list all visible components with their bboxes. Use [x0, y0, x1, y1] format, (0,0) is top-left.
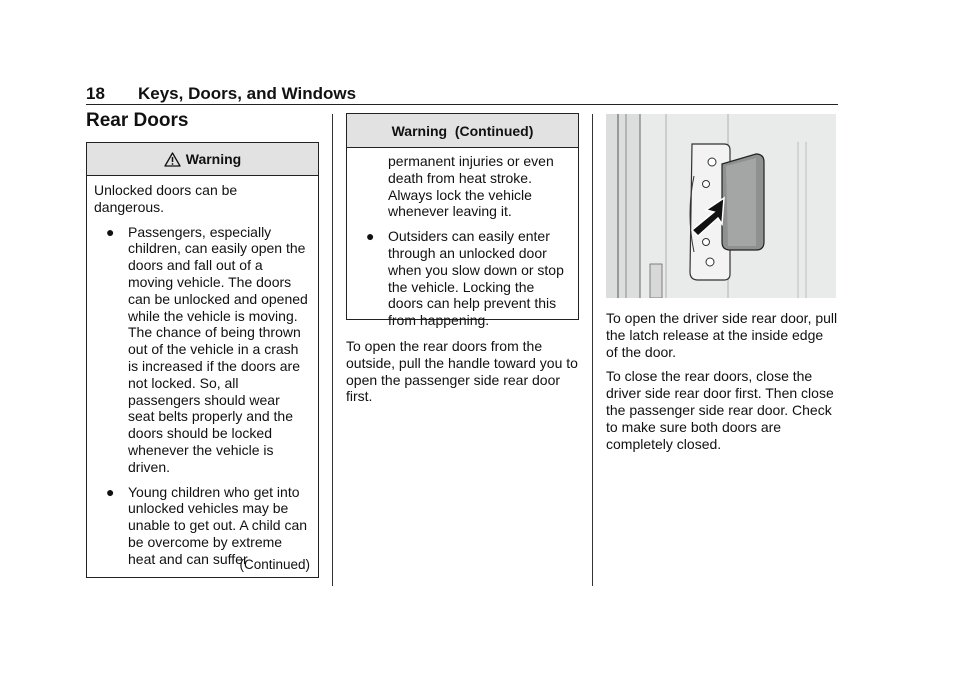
rear-doors-open-paragraph: To open the rear doors from the outside, pull the handle toward you to open the passenger side rear door first. — [346, 338, 578, 405]
column-divider-2 — [592, 114, 593, 586]
bullet-dot: ● — [106, 483, 115, 500]
bullet-text: Passengers, especially children, can easily open the doors and fall out of a moving vehicle. The doors can be unlocked and opened while the vehicle is moving. The chance of being thrown out of the vehicle in a crash is increased if the doors are not locked. So, all passengers should wear seat belts properly and the doors should be locked whenever the vehicle is driven. — [128, 223, 308, 475]
warning-continued-header — [347, 114, 578, 148]
warning-continued-bullet — [354, 228, 570, 329]
warning-continued-text: permanent injuries or even death from heat stroke. Always lock the vehicle whenever leaving it. — [388, 153, 554, 220]
page-number: 18 — [86, 84, 105, 103]
close-doors-paragraph: To close the rear doors, close the driver side rear door first. Then close the passenger side rear door. Check to make sure both doors are completely closed. — [606, 368, 834, 452]
page-header — [86, 82, 838, 105]
warning-continued-body — [347, 148, 578, 329]
bullet-dot: ● — [366, 228, 375, 245]
warning-heading: Warning — [185, 151, 242, 167]
warning-triangle-icon — [164, 152, 181, 167]
column-divider-1 — [332, 114, 333, 586]
door-latch-illustration — [606, 114, 836, 298]
bullet-text: Outsiders can easily enter through an unlocked door when you slow down or stop the vehicle. Locking the doors can help prevent this from happening. — [388, 228, 564, 329]
warning-bullet-1 — [94, 224, 310, 476]
continued-label: (Continued) — [239, 557, 310, 572]
column-3-text — [606, 310, 838, 452]
chapter-title: Keys, Doors, and Windows — [138, 84, 357, 103]
bullet-text: Young children who get into unlocked vehicles may be unable to get out. A child can be overcome by extreme heat and can suffer — [128, 483, 308, 567]
warning-continued-heading: Warning (Continued) — [391, 122, 534, 139]
bullet-dot: ● — [106, 223, 115, 240]
warning-box — [86, 142, 319, 578]
warning-box-header — [87, 143, 318, 176]
driver-door-open-paragraph: To open the driver side rear door, pull the latch release at the inside edge of the door. — [606, 310, 838, 360]
warning-bullet-2 — [94, 484, 310, 568]
warning-body — [87, 176, 318, 568]
section-title: Rear Doors — [86, 110, 189, 131]
warning-intro: Unlocked doors can be dangerous. — [94, 182, 238, 215]
warning-continued-box — [346, 113, 579, 329]
